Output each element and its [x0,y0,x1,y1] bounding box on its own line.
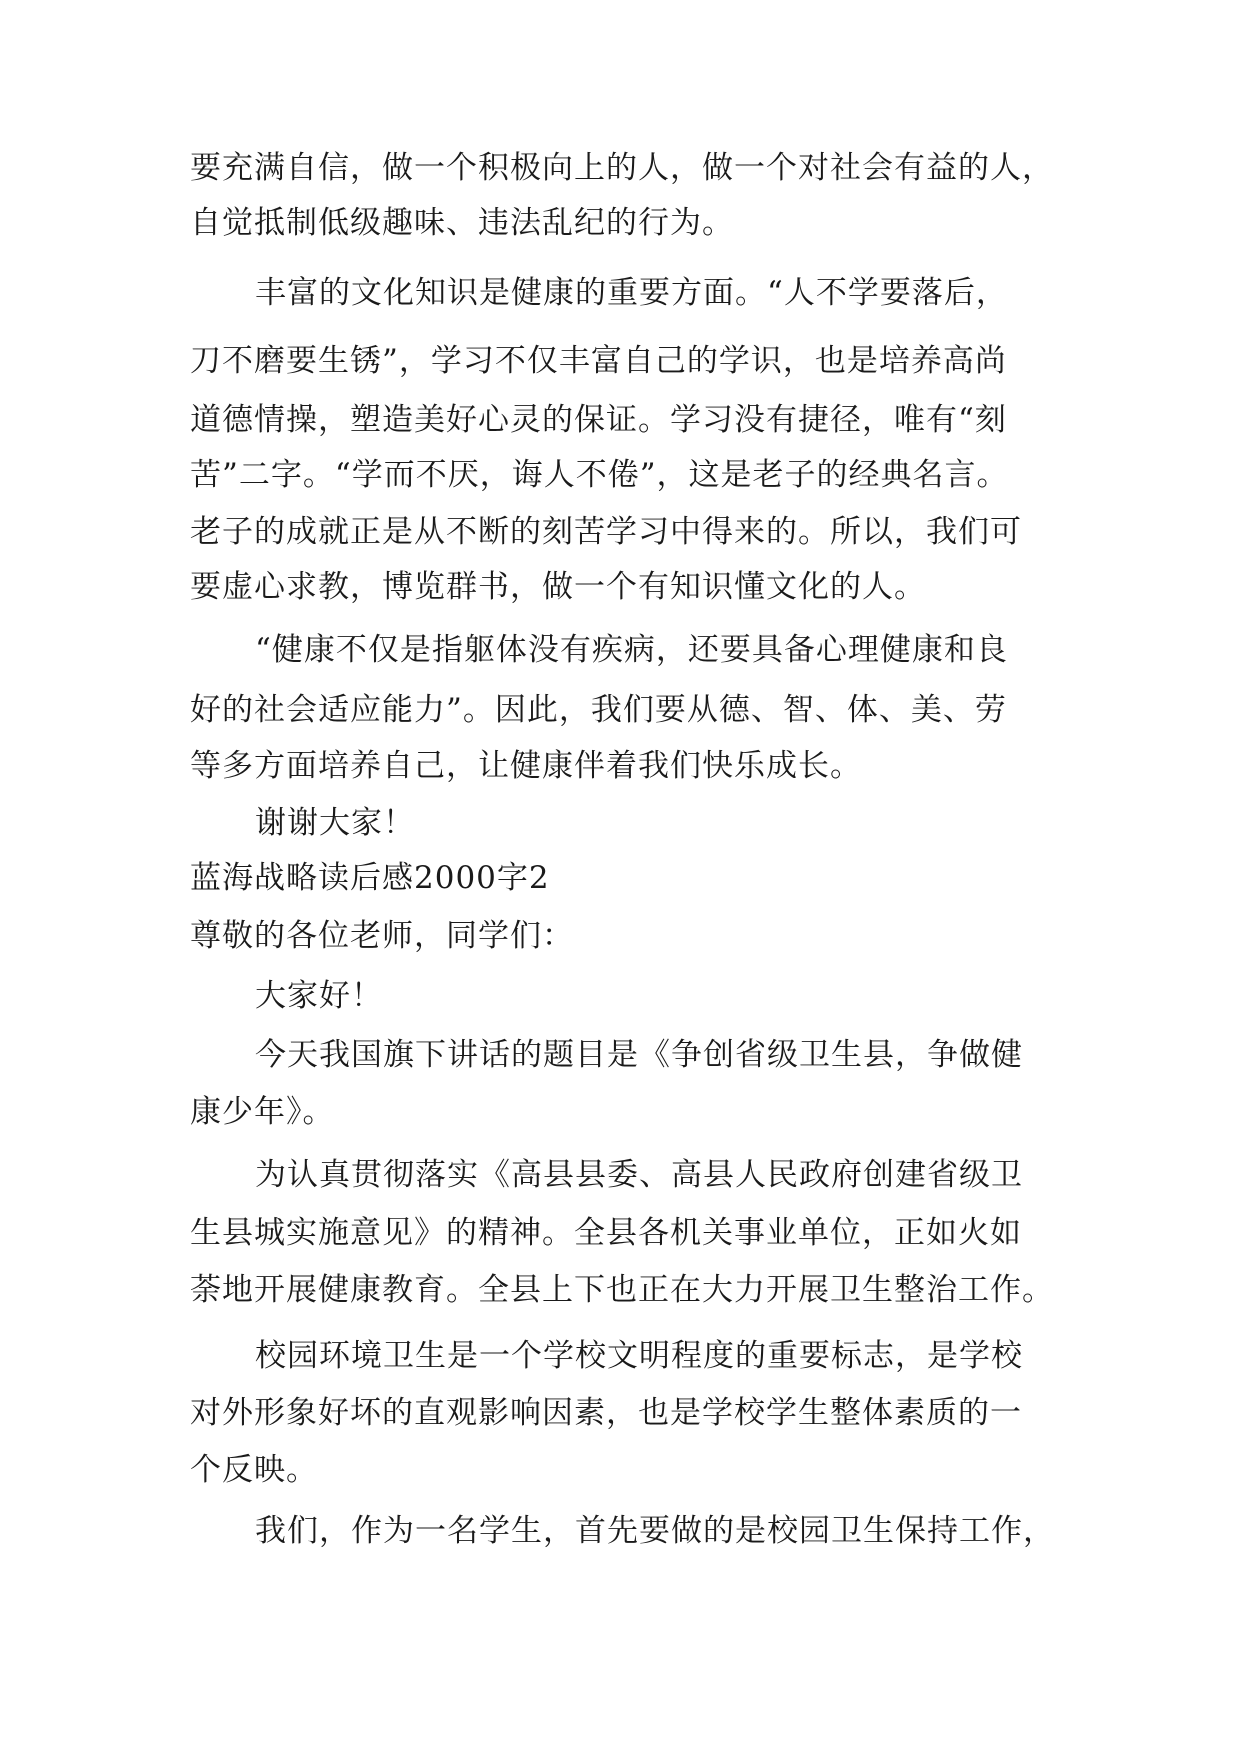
text-line: 老子的成就正是从不断的刻苦学习中得来的。所以，我们可 [190,514,1022,550]
text-line: 等多方面培养自己，让健康伴着我们快乐成长。 [190,748,862,784]
text-line: 康少年》。 [190,1094,335,1130]
section-heading: 蓝海战略读后感2000字2 [190,860,550,896]
text-line: 荼地开展健康教育。全县上下也正在大力开展卫生整治工作。 [190,1272,1054,1308]
text-line: 今天我国旗下讲话的题目是《争创省级卫生县，争做健 [255,1037,1023,1073]
text-line: 大家好！ [255,978,383,1014]
text-line: 生县城实施意见》的精神。全县各机关事业单位，正如火如 [190,1215,1022,1251]
text-line: “健康不仅是指躯体没有疾病，还要具备心理健康和良 [255,632,1008,668]
text-line: 尊敬的各位老师，同学们： [190,918,574,954]
text-line: 道德情操，塑造美好心灵的保证。学习没有捷径，唯有“刻 [190,402,1007,438]
text-line: 要充满自信，做一个积极向上的人，做一个对社会有益的人， [190,150,1054,186]
text-line: 好的社会适应能力”。因此，我们要从德、智、体、美、劳 [190,692,1007,728]
text-line: 丰富的文化知识是健康的重要方面。“人不学要落后， [255,275,1008,311]
text-line: 自觉抵制低级趣味、违法乱纪的行为。 [190,205,734,241]
text-line: 个反映。 [190,1452,318,1488]
text-line: 为认真贯彻落实《高县县委、高县人民政府创建省级卫 [255,1157,1023,1193]
text-line: 对外形象好坏的直观影响因素，也是学校学生整体素质的一 [190,1395,1022,1431]
text-line: 校园环境卫生是一个学校文明程度的重要标志，是学校 [255,1338,1023,1374]
text-line: 我们，作为一名学生，首先要做的是校园卫生保持工作， [255,1513,1055,1549]
text-line: 要虚心求教，博览群书，做一个有知识懂文化的人。 [190,569,926,605]
text-line: 苦”二字。“学而不厌，诲人不倦”，这是老子的经典名言。 [190,457,1009,493]
text-line: 谢谢大家！ [255,805,415,841]
text-line: 刀不磨要生锈”，学习不仅丰富自己的学识，也是培养高尚 [190,343,1007,379]
